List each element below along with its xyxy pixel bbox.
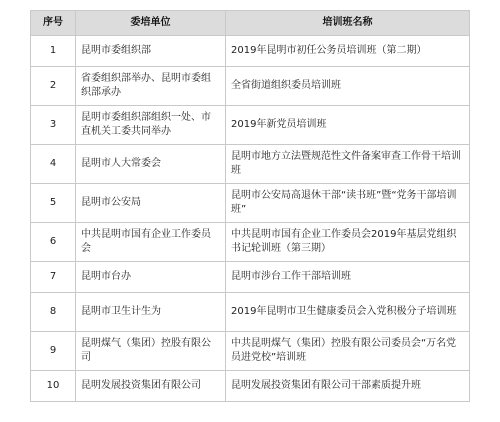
table-row (31, 223, 470, 262)
cell-unit: 中共昆明市国有企业工作委员会 (76, 223, 226, 262)
table-row (31, 371, 470, 402)
table-row (31, 293, 470, 332)
cell-no: 1 (31, 36, 76, 67)
cell-unit: 昆明市委组织部组织一处、市直机关工委共同举办 (76, 106, 226, 145)
cell-no: 10 (31, 371, 76, 402)
cell-unit: 昆明市委组织部 (76, 36, 226, 67)
header-row (31, 11, 470, 36)
cell-class: 昆明市地方立法暨规范性文件备案审查工作骨干培训班 (226, 145, 470, 184)
table-row (31, 106, 470, 145)
cell-unit: 省委组织部举办、昆明市委组织部承办 (76, 67, 226, 106)
header-unit: 委培单位 (76, 11, 226, 36)
cell-class: 2019年昆明市初任公务员培训班（第二期） (226, 36, 470, 67)
table-row (31, 145, 470, 184)
cell-no: 5 (31, 184, 76, 223)
cell-class: 全省街道组织委员培训班 (226, 67, 470, 106)
cell-no: 2 (31, 67, 76, 106)
header-class: 培训班名称 (226, 11, 470, 36)
cell-class: 昆明发展投资集团有限公司干部素质提升班 (226, 371, 470, 402)
training-class-table (30, 10, 470, 402)
cell-class: 昆明市涉台工作干部培训班 (226, 262, 470, 293)
cell-class: 昆明市公安局高退休干部“读书班”暨“党务干部培训班” (226, 184, 470, 223)
cell-unit: 昆明市台办 (76, 262, 226, 293)
cell-class: 中共昆明煤气（集团）控股有限公司委员会“万名党员进党校”培训班 (226, 332, 470, 371)
cell-no: 3 (31, 106, 76, 145)
cell-no: 6 (31, 223, 76, 262)
table-row (31, 36, 470, 67)
cell-unit: 昆明市卫生计生为 (76, 293, 226, 332)
table-header (31, 11, 470, 36)
cell-no: 9 (31, 332, 76, 371)
table-body (31, 36, 470, 402)
cell-no: 8 (31, 293, 76, 332)
cell-unit: 昆明市人大常委会 (76, 145, 226, 184)
cell-no: 7 (31, 262, 76, 293)
cell-unit: 昆明发展投资集团有限公司 (76, 371, 226, 402)
table-row (31, 332, 470, 371)
header-no: 序号 (31, 11, 76, 36)
table-row (31, 67, 470, 106)
table-row (31, 262, 470, 293)
cell-no: 4 (31, 145, 76, 184)
cell-class: 中共昆明市国有企业工作委员会2019年基层党组织书记轮训班（第三期） (226, 223, 470, 262)
cell-class: 2019年新党员培训班 (226, 106, 470, 145)
cell-unit: 昆明煤气（集团）控股有限公司 (76, 332, 226, 371)
cell-unit: 昆明市公安局 (76, 184, 226, 223)
table-row (31, 184, 470, 223)
cell-class: 2019年昆明市卫生健康委员会入党积极分子培训班 (226, 293, 470, 332)
